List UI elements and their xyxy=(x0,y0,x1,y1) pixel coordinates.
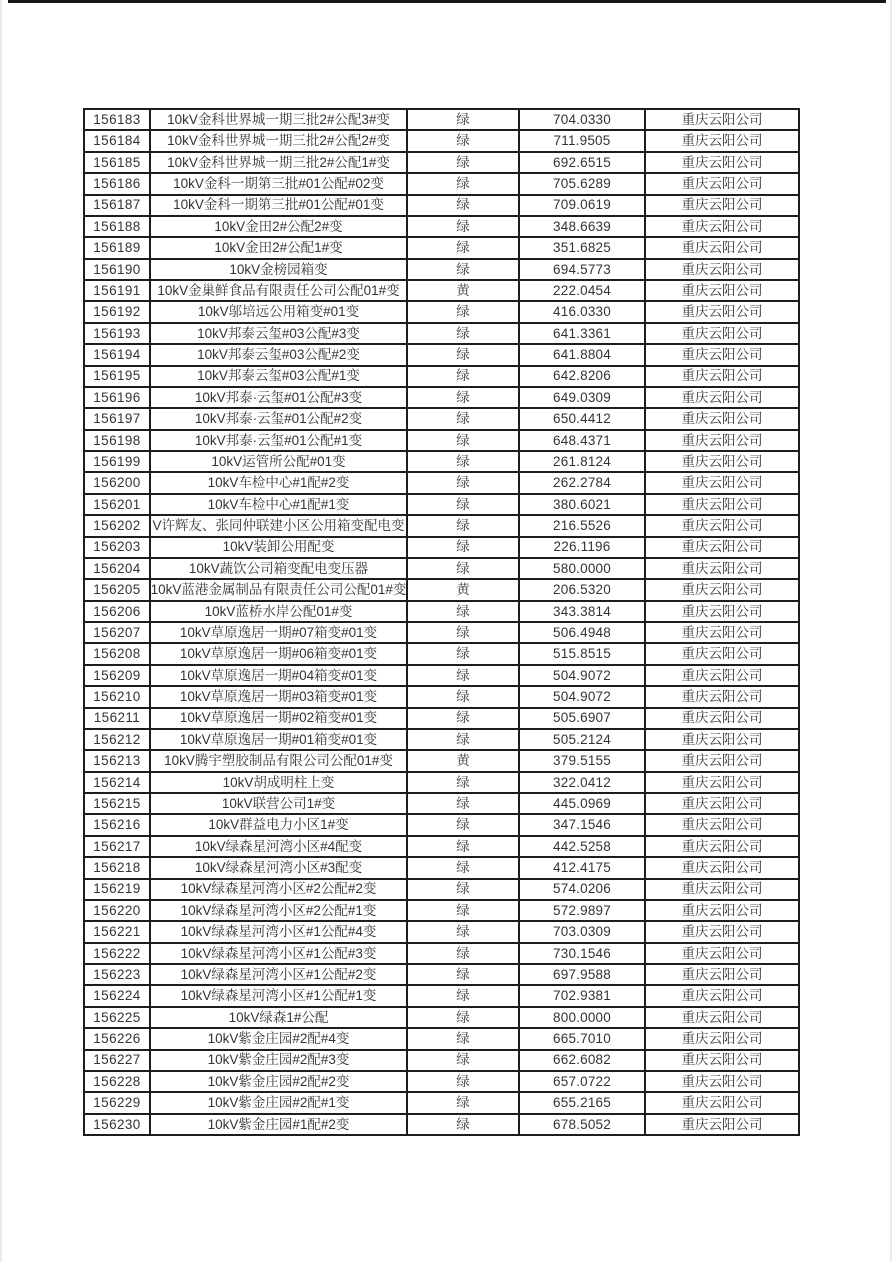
cell-record-id: 156195 xyxy=(93,368,141,384)
cell-device-name: 10kV联营公司1#变 xyxy=(149,794,406,813)
cell-record-id: 156228 xyxy=(93,1073,141,1089)
cell-device-name: 10kV绿森星河湾小区#3配变 xyxy=(149,858,406,877)
cell-company: 重庆云阳公司 xyxy=(644,516,798,535)
table-row xyxy=(85,493,798,514)
table-row xyxy=(85,300,798,321)
table-row xyxy=(85,685,798,706)
cell-status-color: 绿 xyxy=(406,880,518,899)
table-row xyxy=(85,600,798,621)
cell-company: 重庆云阳公司 xyxy=(644,431,798,450)
cell-value: 348.6639 xyxy=(518,217,644,236)
cell-device-name: 10kV紫金庄园#1配#2变 xyxy=(149,1115,406,1134)
table-row xyxy=(85,749,798,770)
cell-status-color: 绿 xyxy=(406,709,518,728)
table-row xyxy=(85,578,798,599)
cell-status-color: 绿 xyxy=(406,687,518,706)
cell-company: 重庆云阳公司 xyxy=(644,409,798,428)
cell-value: 262.2784 xyxy=(518,473,644,492)
cell-value: 800.0000 xyxy=(518,1008,644,1027)
cell-record-id: 156230 xyxy=(93,1116,141,1132)
cell-device-name: 10kV绿森星河湾小区#2公配#1变 xyxy=(149,901,406,920)
table-row xyxy=(85,536,798,557)
cell-device-name: 10kV邦泰云玺#03公配#2变 xyxy=(149,345,406,364)
cell-record-id: 156189 xyxy=(93,240,141,256)
cell-status-color: 黄 xyxy=(406,751,518,770)
cell-record-id: 156199 xyxy=(93,453,141,469)
cell-record-id: 156190 xyxy=(93,261,141,277)
cell-company: 重庆云阳公司 xyxy=(644,1051,798,1070)
cell-device-name: 10kV草原逸居一期#01箱变#01变 xyxy=(149,730,406,749)
cell-status-color: 绿 xyxy=(406,302,518,321)
cell-device-name: 10kV绿森星河湾小区#2公配#2变 xyxy=(149,880,406,899)
cell-record-id: 156215 xyxy=(93,795,141,811)
cell-record-id: 156186 xyxy=(93,176,141,192)
cell-status-color: 绿 xyxy=(406,409,518,428)
scan-edge-line xyxy=(8,0,886,3)
cell-status-color: 绿 xyxy=(406,1051,518,1070)
table-row xyxy=(85,343,798,364)
table-row xyxy=(85,322,798,343)
cell-status-color: 绿 xyxy=(406,431,518,450)
cell-record-id: 156187 xyxy=(93,197,141,213)
table-row xyxy=(85,1113,798,1134)
cell-status-color: 绿 xyxy=(406,1093,518,1112)
cell-device-name: 10kV紫金庄园#2配#1变 xyxy=(149,1093,406,1112)
cell-status-color: 绿 xyxy=(406,602,518,621)
cell-company: 重庆云阳公司 xyxy=(644,730,798,749)
cell-value: 648.4371 xyxy=(518,431,644,450)
cell-device-name: 10kV绿森星河湾小区#1公配#1变 xyxy=(149,986,406,1005)
cell-value: 650.4412 xyxy=(518,409,644,428)
cell-company: 重庆云阳公司 xyxy=(644,559,798,578)
cell-record-id: 156204 xyxy=(93,560,141,576)
transformer-records-table xyxy=(83,108,800,1136)
cell-value: 261.8124 xyxy=(518,452,644,471)
cell-value: 702.9381 xyxy=(518,986,644,1005)
cell-status-color: 绿 xyxy=(406,217,518,236)
cell-value: 506.4948 xyxy=(518,623,644,642)
cell-record-id: 156227 xyxy=(93,1052,141,1068)
cell-value: 574.0206 xyxy=(518,880,644,899)
cell-device-name: 10kV蔬饮公司箱变配电变压器 xyxy=(149,559,406,578)
cell-value: 703.0309 xyxy=(518,922,644,941)
table-row xyxy=(85,621,798,642)
cell-value: 641.8804 xyxy=(518,345,644,364)
cell-device-name: 10kV蓝桥水岸公配01#变 xyxy=(149,602,406,621)
cell-record-id: 156193 xyxy=(93,325,141,341)
table-row xyxy=(85,151,798,172)
cell-record-id: 156198 xyxy=(93,432,141,448)
cell-company: 重庆云阳公司 xyxy=(644,1029,798,1048)
cell-record-id: 156213 xyxy=(93,753,141,769)
cell-company: 重庆云阳公司 xyxy=(644,1115,798,1134)
cell-status-color: 绿 xyxy=(406,131,518,150)
cell-device-name: 10kV邦泰云玺#03公配#1变 xyxy=(149,367,406,386)
cell-device-name: 10kV群益电力小区1#变 xyxy=(149,815,406,834)
cell-device-name: 10kV装卸公用配变 xyxy=(149,538,406,557)
cell-device-name: 10kV金榜园箱变 xyxy=(149,260,406,279)
table-row xyxy=(85,279,798,300)
table-row xyxy=(85,471,798,492)
cell-device-name: 10kV金巢鲜食品有限责任公司公配01#变 xyxy=(149,281,406,300)
table-row xyxy=(85,984,798,1005)
cell-record-id: 156211 xyxy=(93,710,141,726)
cell-value: 347.1546 xyxy=(518,815,644,834)
cell-value: 416.0330 xyxy=(518,302,644,321)
table-row xyxy=(85,920,798,941)
cell-company: 重庆云阳公司 xyxy=(644,367,798,386)
cell-record-id: 156214 xyxy=(93,774,141,790)
cell-company: 重庆云阳公司 xyxy=(644,666,798,685)
table-row xyxy=(85,664,798,685)
cell-record-id: 156188 xyxy=(93,218,141,234)
table-row xyxy=(85,835,798,856)
table-row xyxy=(85,236,798,257)
cell-device-name: 10kV邦泰·云玺#01公配#1变 xyxy=(149,431,406,450)
cell-value: 515.8515 xyxy=(518,644,644,663)
cell-status-color: 绿 xyxy=(406,260,518,279)
table-row xyxy=(85,899,798,920)
table-row xyxy=(85,1049,798,1070)
cell-status-color: 绿 xyxy=(406,837,518,856)
cell-value: 704.0330 xyxy=(518,110,644,129)
table-row xyxy=(85,386,798,407)
cell-status-color: 绿 xyxy=(406,1029,518,1048)
cell-device-name: 10kV邦泰·云玺#01公配#3变 xyxy=(149,388,406,407)
cell-record-id: 156207 xyxy=(93,624,141,640)
table-row xyxy=(85,813,798,834)
cell-status-color: 绿 xyxy=(406,944,518,963)
cell-status-color: 绿 xyxy=(406,773,518,792)
cell-record-id: 156196 xyxy=(93,389,141,405)
cell-device-name: 10kV绿森星河湾小区#1公配#2变 xyxy=(149,965,406,984)
cell-device-name: V许辉友、张同仲联建小区公用箱变配电变 xyxy=(149,516,406,535)
cell-record-id: 156191 xyxy=(93,282,141,298)
cell-status-color: 绿 xyxy=(406,901,518,920)
cell-record-id: 156210 xyxy=(93,689,141,705)
table-row xyxy=(85,792,798,813)
cell-value: 380.6021 xyxy=(518,495,644,514)
cell-value: 657.0722 xyxy=(518,1072,644,1091)
cell-status-color: 绿 xyxy=(406,794,518,813)
cell-status-color: 绿 xyxy=(406,495,518,514)
table-row xyxy=(85,1006,798,1027)
cell-value: 343.3814 xyxy=(518,602,644,621)
cell-device-name: 10kV邬培远公用箱变#01变 xyxy=(149,302,406,321)
cell-device-name: 10kV绿森1#公配 xyxy=(149,1008,406,1027)
table-row xyxy=(85,194,798,215)
cell-company: 重庆云阳公司 xyxy=(644,260,798,279)
cell-value: 662.6082 xyxy=(518,1051,644,1070)
cell-record-id: 156200 xyxy=(93,475,141,491)
cell-status-color: 绿 xyxy=(406,644,518,663)
cell-company: 重庆云阳公司 xyxy=(644,281,798,300)
cell-status-color: 绿 xyxy=(406,730,518,749)
cell-value: 412.4175 xyxy=(518,858,644,877)
cell-company: 重庆云阳公司 xyxy=(644,345,798,364)
cell-company: 重庆云阳公司 xyxy=(644,1072,798,1091)
cell-company: 重庆云阳公司 xyxy=(644,773,798,792)
cell-record-id: 156212 xyxy=(93,731,141,747)
cell-status-color: 黄 xyxy=(406,281,518,300)
cell-company: 重庆云阳公司 xyxy=(644,1008,798,1027)
cell-value: 697.9588 xyxy=(518,965,644,984)
cell-company: 重庆云阳公司 xyxy=(644,922,798,941)
cell-value: 649.0309 xyxy=(518,388,644,407)
cell-value: 709.0619 xyxy=(518,196,644,215)
cell-value: 730.1546 xyxy=(518,944,644,963)
cell-record-id: 156222 xyxy=(93,945,141,961)
cell-status-color: 绿 xyxy=(406,473,518,492)
cell-company: 重庆云阳公司 xyxy=(644,217,798,236)
table-row xyxy=(85,728,798,749)
cell-status-color: 绿 xyxy=(406,815,518,834)
cell-record-id: 156223 xyxy=(93,966,141,982)
cell-record-id: 156229 xyxy=(93,1095,141,1111)
cell-status-color: 绿 xyxy=(406,538,518,557)
table-row xyxy=(85,365,798,386)
cell-status-color: 绿 xyxy=(406,1115,518,1134)
cell-value: 504.9072 xyxy=(518,666,644,685)
cell-company: 重庆云阳公司 xyxy=(644,324,798,343)
cell-company: 重庆云阳公司 xyxy=(644,944,798,963)
table-row xyxy=(85,450,798,471)
cell-status-color: 绿 xyxy=(406,623,518,642)
table-row xyxy=(85,942,798,963)
cell-record-id: 156194 xyxy=(93,347,141,363)
cell-status-color: 绿 xyxy=(406,922,518,941)
cell-status-color: 绿 xyxy=(406,367,518,386)
cell-record-id: 156209 xyxy=(93,667,141,683)
table-row xyxy=(85,557,798,578)
cell-device-name: 10kV金田2#公配1#变 xyxy=(149,238,406,257)
cell-status-color: 黄 xyxy=(406,580,518,599)
table-row xyxy=(85,1027,798,1048)
cell-record-id: 156202 xyxy=(93,518,141,534)
cell-record-id: 156205 xyxy=(93,582,141,598)
cell-company: 重庆云阳公司 xyxy=(644,751,798,770)
cell-device-name: 10kV金科世界城一期三批2#公配2#变 xyxy=(149,131,406,150)
cell-status-color: 绿 xyxy=(406,559,518,578)
cell-company: 重庆云阳公司 xyxy=(644,623,798,642)
cell-company: 重庆云阳公司 xyxy=(644,880,798,899)
table-row xyxy=(85,258,798,279)
cell-status-color: 绿 xyxy=(406,174,518,193)
cell-value: 351.6825 xyxy=(518,238,644,257)
cell-record-id: 156220 xyxy=(93,902,141,918)
table-row xyxy=(85,110,798,129)
cell-status-color: 绿 xyxy=(406,666,518,685)
page-left-edge xyxy=(0,0,2,1262)
cell-device-name: 10kV紫金庄园#2配#3变 xyxy=(149,1051,406,1070)
cell-company: 重庆云阳公司 xyxy=(644,174,798,193)
table-row xyxy=(85,771,798,792)
table-row xyxy=(85,1091,798,1112)
cell-value: 705.6289 xyxy=(518,174,644,193)
cell-value: 222.0454 xyxy=(518,281,644,300)
cell-company: 重庆云阳公司 xyxy=(644,815,798,834)
table-row xyxy=(85,642,798,663)
cell-status-color: 绿 xyxy=(406,452,518,471)
cell-company: 重庆云阳公司 xyxy=(644,1093,798,1112)
cell-device-name: 10kV草原逸居一期#03箱变#01变 xyxy=(149,687,406,706)
cell-device-name: 10kV金田2#公配2#变 xyxy=(149,217,406,236)
cell-record-id: 156216 xyxy=(93,817,141,833)
cell-value: 692.6515 xyxy=(518,153,644,172)
cell-status-color: 绿 xyxy=(406,965,518,984)
cell-device-name: 10kV腾宇塑胶制品有限公司公配01#变 xyxy=(149,751,406,770)
cell-status-color: 绿 xyxy=(406,1008,518,1027)
cell-record-id: 156201 xyxy=(93,496,141,512)
cell-device-name: 10kV绿森星河湾小区#1公配#4变 xyxy=(149,922,406,941)
cell-company: 重庆云阳公司 xyxy=(644,687,798,706)
cell-record-id: 156224 xyxy=(93,988,141,1004)
cell-company: 重庆云阳公司 xyxy=(644,837,798,856)
cell-device-name: 10kV胡成明柱上变 xyxy=(149,773,406,792)
table-row xyxy=(85,429,798,450)
cell-status-color: 绿 xyxy=(406,324,518,343)
cell-company: 重庆云阳公司 xyxy=(644,473,798,492)
cell-status-color: 绿 xyxy=(406,153,518,172)
cell-record-id: 156225 xyxy=(93,1009,141,1025)
cell-device-name: 10kV邦泰云玺#03公配#3变 xyxy=(149,324,406,343)
cell-record-id: 156219 xyxy=(93,881,141,897)
cell-record-id: 156217 xyxy=(93,838,141,854)
cell-record-id: 156221 xyxy=(93,924,141,940)
cell-company: 重庆云阳公司 xyxy=(644,644,798,663)
cell-company: 重庆云阳公司 xyxy=(644,196,798,215)
cell-device-name: 10kV草原逸居一期#07箱变#01变 xyxy=(149,623,406,642)
table-row xyxy=(85,215,798,236)
cell-value: 379.5155 xyxy=(518,751,644,770)
cell-status-color: 绿 xyxy=(406,858,518,877)
cell-device-name: 10kV紫金庄园#2配#4变 xyxy=(149,1029,406,1048)
table-row xyxy=(85,514,798,535)
cell-record-id: 156192 xyxy=(93,304,141,320)
table-row xyxy=(85,856,798,877)
cell-company: 重庆云阳公司 xyxy=(644,858,798,877)
cell-company: 重庆云阳公司 xyxy=(644,538,798,557)
cell-value: 711.9505 xyxy=(518,131,644,150)
cell-company: 重庆云阳公司 xyxy=(644,901,798,920)
cell-value: 322.0412 xyxy=(518,773,644,792)
cell-record-id: 156197 xyxy=(93,411,141,427)
cell-company: 重庆云阳公司 xyxy=(644,602,798,621)
cell-status-color: 绿 xyxy=(406,986,518,1005)
cell-value: 505.2124 xyxy=(518,730,644,749)
cell-device-name: 10kV运管所公配#01变 xyxy=(149,452,406,471)
cell-device-name: 10kV草原逸居一期#02箱变#01变 xyxy=(149,709,406,728)
cell-device-name: 10kV绿森星河湾小区#4配变 xyxy=(149,837,406,856)
cell-value: 641.3361 xyxy=(518,324,644,343)
cell-status-color: 绿 xyxy=(406,1072,518,1091)
cell-company: 重庆云阳公司 xyxy=(644,986,798,1005)
cell-record-id: 156203 xyxy=(93,539,141,555)
cell-device-name: 10kV绿森星河湾小区#1公配#3变 xyxy=(149,944,406,963)
cell-device-name: 10kV车检中心#1配#2变 xyxy=(149,473,406,492)
cell-company: 重庆云阳公司 xyxy=(644,238,798,257)
cell-value: 694.5773 xyxy=(518,260,644,279)
cell-device-name: 10kV金科一期第三批#01公配#01变 xyxy=(149,196,406,215)
cell-value: 678.5052 xyxy=(518,1115,644,1134)
cell-record-id: 156206 xyxy=(93,603,141,619)
cell-device-name: 10kV草原逸居一期#04箱变#01变 xyxy=(149,666,406,685)
cell-value: 206.5320 xyxy=(518,580,644,599)
table-row xyxy=(85,963,798,984)
cell-company: 重庆云阳公司 xyxy=(644,709,798,728)
cell-value: 445.0969 xyxy=(518,794,644,813)
cell-company: 重庆云阳公司 xyxy=(644,580,798,599)
cell-status-color: 绿 xyxy=(406,516,518,535)
cell-status-color: 绿 xyxy=(406,196,518,215)
cell-record-id: 156185 xyxy=(93,154,141,170)
cell-company: 重庆云阳公司 xyxy=(644,388,798,407)
cell-value: 665.7010 xyxy=(518,1029,644,1048)
table-row xyxy=(85,129,798,150)
cell-record-id: 156226 xyxy=(93,1031,141,1047)
cell-value: 572.9897 xyxy=(518,901,644,920)
cell-status-color: 绿 xyxy=(406,345,518,364)
cell-company: 重庆云阳公司 xyxy=(644,965,798,984)
cell-company: 重庆云阳公司 xyxy=(644,495,798,514)
cell-value: 226.1196 xyxy=(518,538,644,557)
cell-value: 642.8206 xyxy=(518,367,644,386)
cell-device-name: 10kV金科世界城一期三批2#公配1#变 xyxy=(149,153,406,172)
cell-device-name: 10kV金科一期第三批#01公配#02变 xyxy=(149,174,406,193)
cell-company: 重庆云阳公司 xyxy=(644,302,798,321)
table-row xyxy=(85,1070,798,1091)
cell-company: 重庆云阳公司 xyxy=(644,794,798,813)
cell-value: 216.5526 xyxy=(518,516,644,535)
cell-value: 504.9072 xyxy=(518,687,644,706)
cell-value: 655.2165 xyxy=(518,1093,644,1112)
cell-status-color: 绿 xyxy=(406,388,518,407)
cell-device-name: 10kV车检中心#1配#1变 xyxy=(149,495,406,514)
cell-device-name: 10kV紫金庄园#2配#2变 xyxy=(149,1072,406,1091)
table-row xyxy=(85,172,798,193)
cell-device-name: 10kV蓝港金属制品有限责任公司公配01#变 xyxy=(149,580,406,599)
table-row xyxy=(85,407,798,428)
cell-value: 442.5258 xyxy=(518,837,644,856)
cell-device-name: 10kV草原逸居一期#06箱变#01变 xyxy=(149,644,406,663)
cell-status-color: 绿 xyxy=(406,238,518,257)
cell-company: 重庆云阳公司 xyxy=(644,153,798,172)
cell-record-id: 156183 xyxy=(93,111,141,127)
cell-record-id: 156218 xyxy=(93,860,141,876)
table-row xyxy=(85,707,798,728)
cell-device-name: 10kV邦泰·云玺#01公配#2变 xyxy=(149,409,406,428)
cell-value: 580.0000 xyxy=(518,559,644,578)
cell-company: 重庆云阳公司 xyxy=(644,131,798,150)
cell-record-id: 156208 xyxy=(93,646,141,662)
cell-status-color: 绿 xyxy=(406,110,518,129)
cell-value: 505.6907 xyxy=(518,709,644,728)
table-row xyxy=(85,878,798,899)
cell-device-name: 10kV金科世界城一期三批2#公配3#变 xyxy=(149,110,406,129)
cell-company: 重庆云阳公司 xyxy=(644,110,798,129)
cell-record-id: 156184 xyxy=(93,133,141,149)
cell-company: 重庆云阳公司 xyxy=(644,452,798,471)
